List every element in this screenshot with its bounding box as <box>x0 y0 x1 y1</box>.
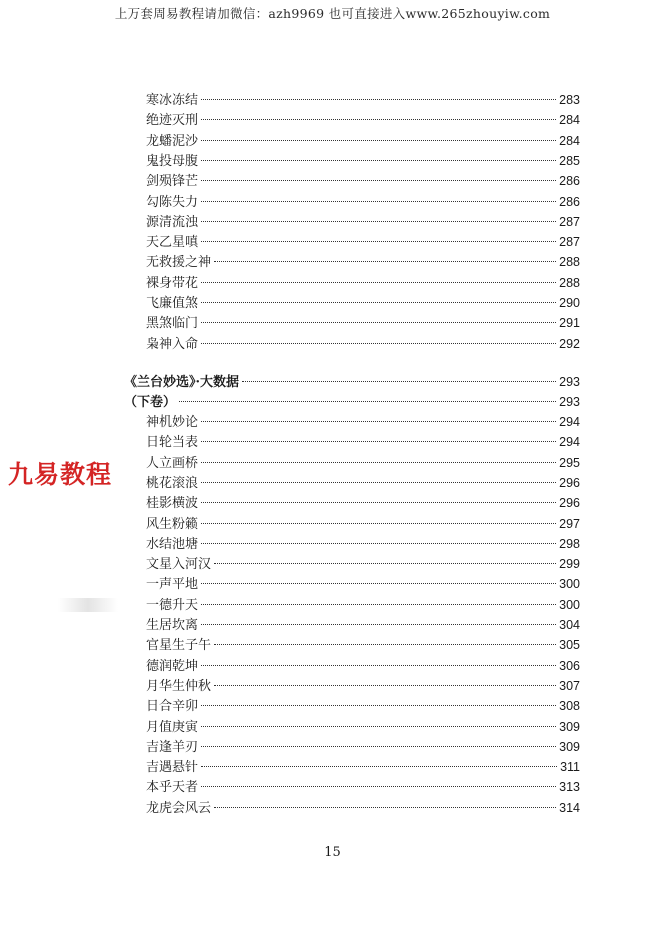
toc-subsection-title: （下卷） <box>124 395 177 410</box>
toc-entry[interactable] <box>146 635 580 655</box>
toc-entry[interactable] <box>146 151 580 171</box>
toc-entry-title: 黑煞临门 <box>146 316 199 332</box>
toc-entry[interactable] <box>146 777 580 797</box>
toc-leader <box>214 644 556 645</box>
toc-entry-page: 291 <box>559 316 580 331</box>
toc-entry[interactable] <box>146 554 580 574</box>
toc-entry-title: 文星入河汉 <box>146 557 212 573</box>
toc-entry[interactable] <box>146 293 580 313</box>
toc-entry-title: 寒冰冻结 <box>146 93 199 108</box>
toc-leader <box>201 624 556 625</box>
toc-entry[interactable] <box>146 273 580 293</box>
toc-entry[interactable] <box>146 595 580 615</box>
toc-entry-title: 月华生仲秋 <box>146 678 212 694</box>
toc-entry-page: 309 <box>559 719 580 734</box>
toc-entry-page: 296 <box>559 496 580 511</box>
toc-entry-page: 300 <box>559 577 580 592</box>
toc-entry-title: 桂影横波 <box>146 496 199 512</box>
toc-leader <box>201 786 556 787</box>
toc-entry-page: 285 <box>559 153 580 168</box>
toc-entry-page: 286 <box>559 194 580 209</box>
toc-entry-page: 295 <box>559 455 580 470</box>
toc-entry-page: 307 <box>559 678 580 693</box>
toc-entry-page: 299 <box>559 557 580 572</box>
toc-entry[interactable] <box>146 212 580 232</box>
toc-entry-title: 吉逢羊刃 <box>146 739 199 755</box>
toc-entry-title: 枭神入命 <box>146 336 199 352</box>
toc-entry-title: 天乙星嗔 <box>146 235 199 251</box>
toc-leader <box>214 685 556 686</box>
toc-entry[interactable] <box>146 676 580 696</box>
toc-entry-page: 294 <box>559 435 580 450</box>
toc-entry[interactable] <box>146 453 580 473</box>
toc-leader <box>201 343 556 344</box>
toc-entry-page: 292 <box>559 336 580 351</box>
toc-entry-page: 288 <box>559 255 580 270</box>
toc-entry[interactable] <box>146 798 580 818</box>
toc-entry-page: 313 <box>559 780 580 795</box>
toc-entry[interactable] <box>146 473 580 493</box>
toc-leader <box>201 99 556 100</box>
toc-entry-page: 305 <box>559 638 580 653</box>
toc-entry[interactable] <box>146 313 580 333</box>
toc-leader <box>201 523 556 524</box>
toc-leader <box>242 381 556 382</box>
toc-entry-page: 309 <box>559 739 580 754</box>
toc-entry-title: 日合辛卯 <box>146 699 199 715</box>
toc-leader <box>201 766 557 767</box>
toc-entry-title: 源清流浊 <box>146 214 199 230</box>
toc-entry[interactable] <box>146 493 580 513</box>
toc-entry-page: 284 <box>559 113 580 128</box>
toc-entry[interactable] <box>146 757 580 777</box>
toc-entry[interactable] <box>146 110 580 130</box>
toc-entry-title: 人立画桥 <box>146 455 199 471</box>
toc-entry-page: 284 <box>559 133 580 148</box>
toc-entry[interactable] <box>146 192 580 212</box>
toc-leader <box>201 665 556 666</box>
toc-entry[interactable] <box>146 232 580 252</box>
toc-leader <box>201 160 556 161</box>
toc-entry-title: 神机妙论 <box>146 415 199 430</box>
toc-entry-title: 一德升天 <box>146 597 199 613</box>
toc-entry[interactable] <box>146 432 580 452</box>
toc-leader <box>201 282 556 283</box>
toc-entry-title: 日轮当表 <box>146 435 199 451</box>
toc-leader <box>201 140 556 141</box>
toc-leader <box>201 502 556 503</box>
toc-entry-title: 水结池塘 <box>146 536 199 552</box>
toc-entry-page: 311 <box>560 760 580 775</box>
toc-entry[interactable] <box>146 696 580 716</box>
toc-leader <box>214 563 556 564</box>
toc-entry-title: 桃花滚浪 <box>146 475 199 491</box>
toc-leader <box>201 119 556 120</box>
toc-leader <box>201 201 556 202</box>
toc-entry[interactable] <box>146 171 580 191</box>
toc-entry-title: 本乎天者 <box>146 780 199 796</box>
toc-entry-title: 无救援之神 <box>146 255 212 271</box>
toc-subsection-heading[interactable] <box>124 392 580 412</box>
toc-entry-title: 飞廉值煞 <box>146 296 199 311</box>
toc-leader <box>201 180 556 181</box>
toc-leader <box>201 746 556 747</box>
toc-leader <box>201 705 556 706</box>
toc-leader <box>201 462 556 463</box>
toc-leader <box>201 441 556 442</box>
toc-entry[interactable] <box>146 615 580 635</box>
toc-entry-title: 生居坎离 <box>146 618 199 633</box>
toc-section-title: 《兰台妙选》·大数据 <box>124 375 240 390</box>
scan-artifact <box>58 598 118 612</box>
toc-entry-page: 287 <box>559 235 580 250</box>
toc-entry-title: 绝迹灭刑 <box>146 113 199 129</box>
toc-entry-page: 288 <box>559 275 580 290</box>
toc-entry-title: 裸身带花 <box>146 275 199 291</box>
toc-entry[interactable] <box>146 412 580 432</box>
toc-section-heading[interactable] <box>124 372 580 392</box>
toc-entry-title: 德润乾坤 <box>146 658 199 674</box>
toc-entry-page: 300 <box>559 597 580 612</box>
toc-entry-page: 298 <box>559 536 580 551</box>
toc-entry[interactable] <box>146 131 580 151</box>
toc-leader <box>201 302 556 303</box>
toc-entry-page: 294 <box>559 415 580 429</box>
toc-entry-page: 306 <box>559 658 580 673</box>
toc-entry-title: 鬼投母腹 <box>146 153 199 169</box>
toc-leader <box>201 543 556 544</box>
toc-leader <box>214 807 556 808</box>
toc-leader <box>179 401 556 402</box>
toc-entry-title: 吉遇悬针 <box>146 760 199 776</box>
toc-leader <box>201 604 556 605</box>
toc-entry-title: 官星生子午 <box>146 638 212 654</box>
toc-entry-title: 一声平地 <box>146 577 199 593</box>
toc-entry-title: 风生粉籁 <box>146 516 199 532</box>
toc-entry-page: 296 <box>559 475 580 490</box>
toc-entry-title: 剑殒锋芒 <box>146 174 199 190</box>
toc-entry[interactable] <box>146 737 580 757</box>
toc-leader <box>201 221 556 222</box>
toc-section-page: 293 <box>559 375 580 389</box>
toc-entry[interactable] <box>146 514 580 534</box>
page-number: 15 <box>324 845 341 860</box>
toc-entry[interactable] <box>146 717 580 737</box>
toc-entry-page: 283 <box>559 93 580 107</box>
toc-entry-title: 龙蟠泥沙 <box>146 133 199 149</box>
toc-entry-page: 286 <box>559 174 580 189</box>
toc-entry[interactable] <box>146 534 580 554</box>
toc-entry[interactable] <box>146 656 580 676</box>
toc-entry-title: 月值庚寅 <box>146 719 199 735</box>
toc-entry-title: 勾陈失力 <box>146 194 199 210</box>
toc-leader <box>201 482 556 483</box>
page-header-banner: 上万套周易教程请加微信：azh9969 也可直接进入www.265zhouyiw.com <box>114 6 551 21</box>
toc-leader <box>201 583 556 584</box>
toc-leader <box>201 421 556 422</box>
toc-entry[interactable] <box>146 252 580 272</box>
toc-leader <box>214 261 556 262</box>
toc-entry-page: 308 <box>559 699 580 714</box>
toc-leader <box>201 322 556 323</box>
toc-entry[interactable] <box>146 90 580 110</box>
toc-subsection-page: 293 <box>559 395 580 409</box>
toc-entry[interactable] <box>146 574 580 594</box>
toc-entry-page: 287 <box>559 214 580 229</box>
toc-entry-title: 龙虎会风云 <box>146 800 212 816</box>
toc-entry-page: 297 <box>559 516 580 531</box>
toc-entry-page: 290 <box>559 296 580 310</box>
toc-leader <box>201 726 556 727</box>
toc-entry-page: 304 <box>559 618 580 632</box>
toc-entry-page: 314 <box>559 800 580 815</box>
toc-leader <box>201 241 556 242</box>
watermark-logo: 九易教程 <box>8 460 113 489</box>
toc-entry[interactable] <box>146 334 580 354</box>
